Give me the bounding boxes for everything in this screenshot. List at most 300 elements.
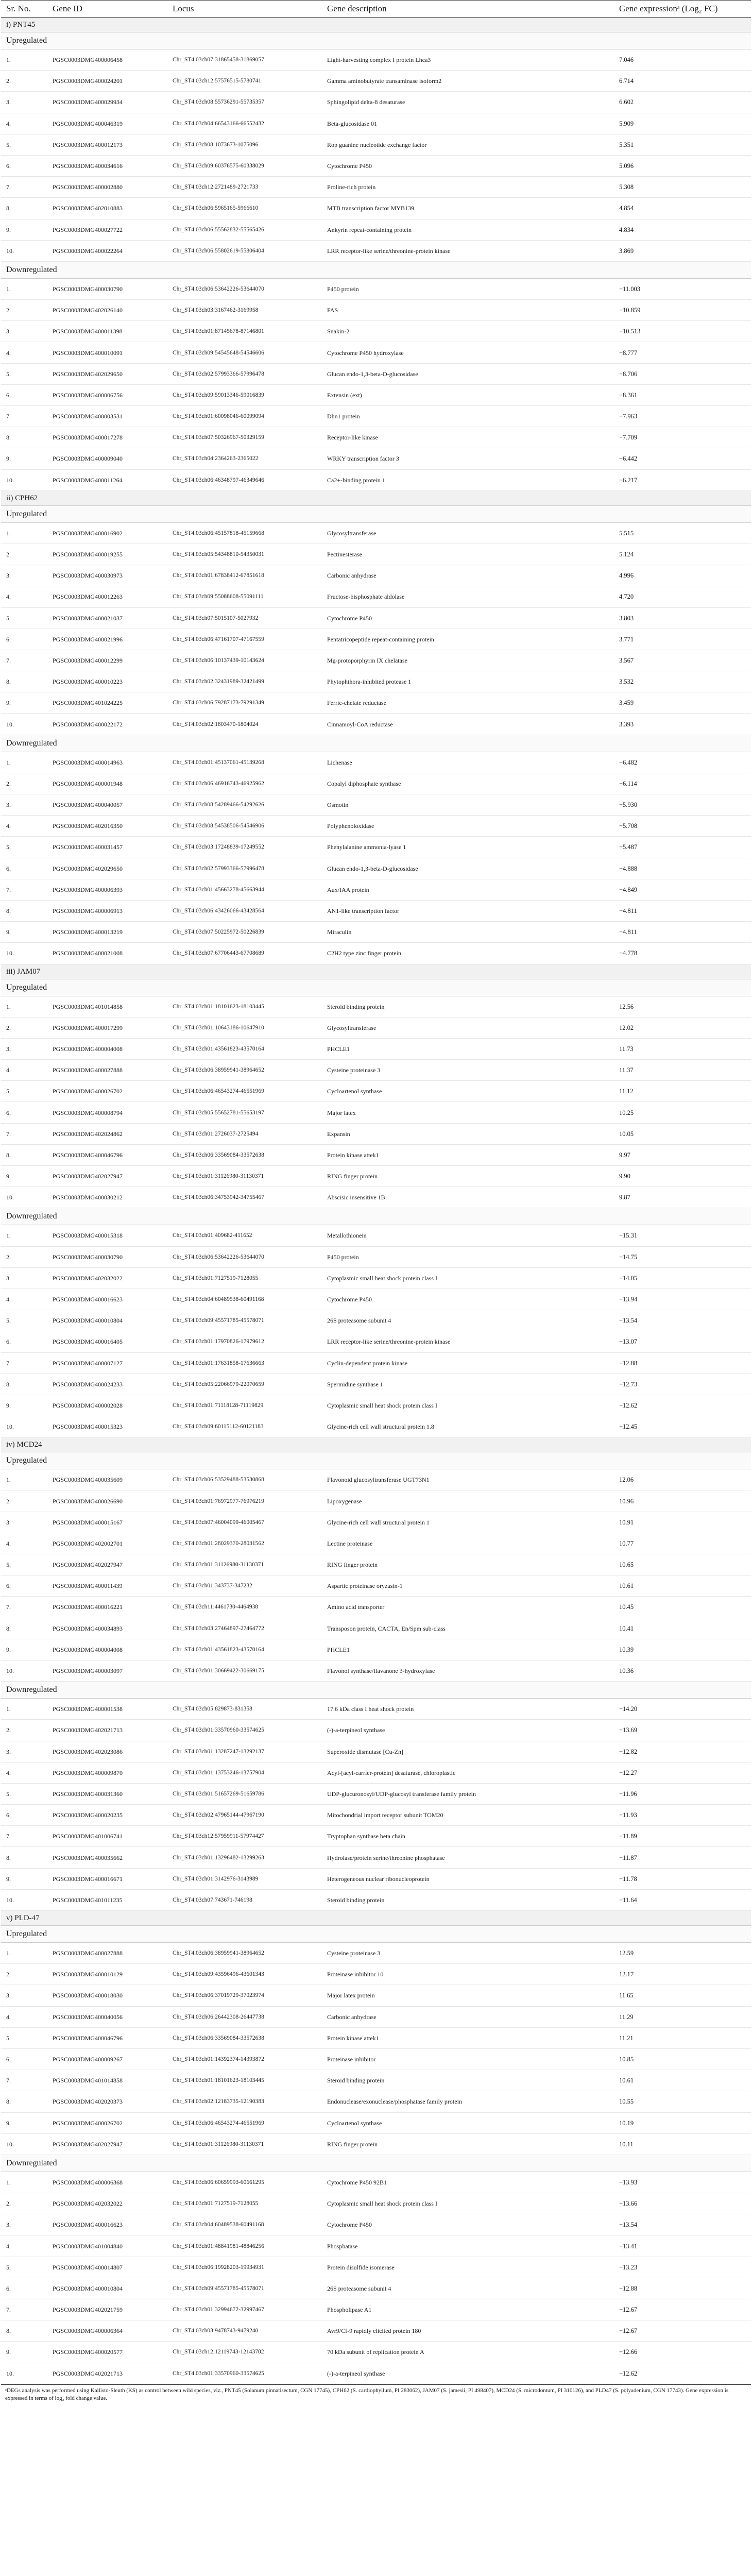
cell-locus: Chr_ST4.03ch08:54538506-54546906 — [167, 816, 322, 837]
cell-gene-id: PGSC0003DMG400015318 — [47, 1225, 167, 1246]
cell-locus: Chr_ST4.03ch02:57993366-57996478 — [167, 858, 322, 879]
cell-gene-id: PGSC0003DMG400003097 — [47, 1660, 167, 1681]
cell-locus: Chr_ST4.03ch01:17631858-17636663 — [167, 1352, 322, 1374]
cell-expression: −12.88 — [614, 1352, 751, 1374]
cell-description: Gamma aminobutyrate transaminase isoform2 — [322, 71, 614, 92]
cell-sr-no: 9. — [1, 2342, 47, 2363]
cell-locus: Chr_ST4.03ch01:17970826-17979612 — [167, 1331, 322, 1352]
cell-locus: Chr_ST4.03ch01:31126980-31130371 — [167, 1166, 322, 1187]
cell-gene-id: PGSC0003DMG400009267 — [47, 2048, 167, 2070]
cell-description: Miraculin — [322, 922, 614, 943]
cell-description: Protein kinase attek1 — [322, 1144, 614, 1165]
cell-expression: −11.64 — [614, 1889, 751, 1910]
cell-description: (-)-a-terpineol synthase — [322, 2363, 614, 2384]
regulation-group-label: Downregulated — [1, 2155, 751, 2172]
cell-locus: Chr_ST4.03ch09:60115112-60121183 — [167, 1416, 322, 1437]
cell-gene-id: PGSC0003DMG400030973 — [47, 565, 167, 586]
cell-gene-id: PGSC0003DMG400001948 — [47, 773, 167, 794]
cell-description: Light-harvesting complex I protein Lhca3 — [322, 49, 614, 71]
cell-locus: Chr_ST4.03ch01:48841981-48846256 — [167, 2235, 322, 2257]
regulation-group-label: Upregulated — [1, 1926, 751, 1943]
cell-description: Cytochrome P450 hydroxylase — [322, 342, 614, 363]
cell-gene-id: PGSC0003DMG402023086 — [47, 1741, 167, 1762]
cell-gene-id: PGSC0003DMG400006913 — [47, 900, 167, 921]
cell-expression: −13.54 — [614, 1310, 751, 1331]
cell-locus: Chr_ST4.03ch01:45663278-45663944 — [167, 879, 322, 900]
cell-sr-no: 8. — [1, 2320, 47, 2342]
cell-gene-id: PGSC0003DMG402032022 — [47, 2193, 167, 2214]
cell-sr-no: 1. — [1, 1225, 47, 1246]
cell-locus: Chr_ST4.03ch01:33570960-33574625 — [167, 1720, 322, 1741]
table-row — [1, 1416, 751, 1437]
table-row — [1, 1225, 751, 1246]
cell-description: Cytoplasmic small heat shock protein class I — [322, 2193, 614, 2214]
cell-locus: Chr_ST4.03ch01:2726037-2725494 — [167, 1123, 322, 1144]
table-row — [1, 1102, 751, 1123]
cell-gene-id: PGSC0003DMG400004008 — [47, 1639, 167, 1660]
table-footnote: ᵃDEGs analysis was performed using Kallisto-Sleuth (KS) as control between wild species, viz., PNT45 (Solanum pinnatisectum, CGN 17745), CPH62 (S. cardiophyllum, PI 283062), JAM07 (S. jamesii, PI 498407), MCD24 (S. microdontum, PI 310126), and PLD47 (S. polyadenium, CGN 17743). Gene expression is expressed in terms of log₂ fold change value. — [1, 2384, 751, 2404]
table-row — [1, 2235, 751, 2257]
cell-gene-id: PGSC0003DMG400010223 — [47, 671, 167, 692]
cell-expression: 5.308 — [614, 177, 751, 198]
cell-gene-id: PGSC0003DMG400016405 — [47, 1331, 167, 1352]
cell-locus: Chr_ST4.03ch01:343737-347232 — [167, 1575, 322, 1597]
cell-description: Rop guanine nucleotide exchange factor — [322, 134, 614, 155]
cell-gene-id: PGSC0003DMG400016623 — [47, 1289, 167, 1310]
table-row — [1, 773, 751, 794]
cell-gene-id: PGSC0003DMG400016623 — [47, 2214, 167, 2235]
cell-locus: Chr_ST4.03ch04:66543166-66552432 — [167, 113, 322, 134]
cell-sr-no: 3. — [1, 794, 47, 816]
cell-locus: Chr_ST4.03ch09:45571785-45578071 — [167, 2278, 322, 2299]
cell-locus: Chr_ST4.03ch06:55562832-55565426 — [167, 219, 322, 240]
cell-sr-no: 7. — [1, 2070, 47, 2091]
cell-expression: −11.89 — [614, 1826, 751, 1847]
cell-gene-id: PGSC0003DMG400035609 — [47, 1469, 167, 1490]
cell-expression: 4.834 — [614, 219, 751, 240]
table-row — [1, 2048, 751, 2070]
cell-gene-id: PGSC0003DMG402027947 — [47, 2133, 167, 2155]
cell-gene-id: PGSC0003DMG400011439 — [47, 1575, 167, 1597]
cell-expression: 7.046 — [614, 49, 751, 71]
cell-gene-id: PGSC0003DMG400010129 — [47, 1964, 167, 1985]
table-row — [1, 2257, 751, 2278]
cell-sr-no: 8. — [1, 1618, 47, 1639]
cell-gene-id: PGSC0003DMG400022264 — [47, 240, 167, 261]
table-row — [1, 1889, 751, 1910]
cell-expression: −12.62 — [614, 2363, 751, 2384]
cell-description: Tryptophan synthase beta chain — [322, 1826, 614, 1847]
cell-sr-no: 9. — [1, 1868, 47, 1889]
deg-table — [1, 0, 751, 2384]
table-row — [1, 1533, 751, 1554]
table-row — [1, 1352, 751, 1374]
cell-expression: 12.17 — [614, 1964, 751, 1985]
cell-gene-id: PGSC0003DMG402029650 — [47, 858, 167, 879]
cell-gene-id: PGSC0003DMG402027947 — [47, 1554, 167, 1575]
table-row — [1, 1469, 751, 1490]
cell-locus: Chr_ST4.03ch02:12183735-12190383 — [167, 2091, 322, 2112]
cell-description: Aspartic proteinase oryzasin-1 — [322, 1575, 614, 1597]
cell-expression: 10.11 — [614, 2133, 751, 2155]
cell-expression: 10.61 — [614, 1575, 751, 1597]
cell-description: Glycine-rich cell wall structural protein 1 — [322, 1512, 614, 1533]
cell-description: P450 protein — [322, 1246, 614, 1267]
table-body — [1, 18, 751, 2384]
cell-expression: −12.62 — [614, 1395, 751, 1416]
cell-description: Glycosyltransferase — [322, 1017, 614, 1038]
cell-sr-no: 5. — [1, 2257, 47, 2278]
cell-gene-id: PGSC0003DMG400017278 — [47, 427, 167, 448]
cell-sr-no: 7. — [1, 1352, 47, 1374]
cell-locus: Chr_ST4.03ch12:57576515-5780741 — [167, 71, 322, 92]
cell-expression: −8.706 — [614, 363, 751, 384]
cell-expression: −13.93 — [614, 2172, 751, 2193]
cell-description: Steroid binding protein — [322, 1889, 614, 1910]
cell-sr-no: 8. — [1, 900, 47, 921]
table-row — [1, 1847, 751, 1868]
cell-gene-id: PGSC0003DMG400030212 — [47, 1187, 167, 1208]
table-row — [1, 363, 751, 384]
cell-sr-no: 1. — [1, 1943, 47, 1964]
cell-locus: Chr_ST4.03ch06:46348797-46349646 — [167, 469, 322, 490]
cell-description: Sphingolipid delta-8 desaturase — [322, 92, 614, 113]
section-title: ii) CPH62 — [1, 490, 751, 505]
cell-locus: Chr_ST4.03ch01:32994672-32997467 — [167, 2299, 322, 2320]
cell-sr-no: 3. — [1, 92, 47, 113]
cell-locus: Chr_ST4.03ch06:10137439-10143624 — [167, 650, 322, 671]
cell-locus: Chr_ST4.03ch01:3142976-3143989 — [167, 1868, 322, 1889]
cell-sr-no: 2. — [1, 544, 47, 565]
cell-sr-no: 1. — [1, 2172, 47, 2193]
cell-expression: 11.29 — [614, 2006, 751, 2027]
cell-locus: Chr_ST4.03ch07:46004099-46005467 — [167, 1512, 322, 1533]
cell-gene-id: PGSC0003DMG400031360 — [47, 1783, 167, 1804]
cell-description: Cysteine proteinase 3 — [322, 1943, 614, 1964]
cell-locus: Chr_ST4.03ch02:57993366-57996478 — [167, 363, 322, 384]
cell-locus: Chr_ST4.03ch01:51657269-51659786 — [167, 1783, 322, 1804]
section-title: iv) MCD24 — [1, 1437, 751, 1452]
cell-locus: Chr_ST4.03ch04:2364263-2365022 — [167, 448, 322, 469]
table-row — [1, 155, 751, 176]
cell-gene-id: PGSC0003DMG400009040 — [47, 448, 167, 469]
table-row — [1, 879, 751, 900]
cell-locus: Chr_ST4.03ch12:12119743-12143702 — [167, 2342, 322, 2363]
table-row — [1, 278, 751, 299]
cell-description: Lectine proteinase — [322, 1533, 614, 1554]
cell-locus: Chr_ST4.03ch07:50225972-50226839 — [167, 922, 322, 943]
cell-sr-no: 10. — [1, 1416, 47, 1437]
cell-sr-no: 9. — [1, 448, 47, 469]
cell-gene-id: PGSC0003DMG400016902 — [47, 522, 167, 544]
cell-expression: −7.963 — [614, 406, 751, 427]
cell-expression: −11.96 — [614, 1783, 751, 1804]
table-row — [1, 1783, 751, 1804]
cell-locus: Chr_ST4.03ch07:50326967-50329159 — [167, 427, 322, 448]
cell-gene-id: PGSC0003DMG402024862 — [47, 1123, 167, 1144]
section-title-row — [1, 490, 751, 505]
cell-locus: Chr_ST4.03ch07:67706443-67708689 — [167, 943, 322, 964]
table-row — [1, 469, 751, 490]
cell-locus: Chr_ST4.03ch03:9478743-9479240 — [167, 2320, 322, 2342]
cell-sr-no: 8. — [1, 2091, 47, 2112]
cell-gene-id: PGSC0003DMG401011235 — [47, 1889, 167, 1910]
cell-sr-no: 6. — [1, 2048, 47, 2070]
cell-description: Flavonoid glucosyltransferase UGT73N1 — [322, 1469, 614, 1490]
cell-locus: Chr_ST4.03ch01:71118128-71119829 — [167, 1395, 322, 1416]
cell-description: Ferric-chelate reductase — [322, 692, 614, 714]
regulation-group-label: Upregulated — [1, 32, 751, 49]
cell-description: Phosphatase — [322, 2235, 614, 2257]
cell-sr-no: 2. — [1, 1017, 47, 1038]
table-row — [1, 1374, 751, 1395]
table-row — [1, 1267, 751, 1289]
cell-expression: 5.096 — [614, 155, 751, 176]
cell-sr-no: 2. — [1, 1490, 47, 1512]
cell-sr-no: 9. — [1, 922, 47, 943]
cell-locus: Chr_ST4.03ch06:79287173-79291349 — [167, 692, 322, 714]
table-row — [1, 752, 751, 773]
cell-gene-id: PGSC0003DMG400009870 — [47, 1762, 167, 1783]
cell-sr-no: 8. — [1, 671, 47, 692]
cell-expression: −10.859 — [614, 300, 751, 321]
cell-gene-id: PGSC0003DMG400021037 — [47, 607, 167, 629]
cell-description: Protein disulfide isomerase — [322, 2257, 614, 2278]
table-row — [1, 1618, 751, 1639]
cell-locus: Chr_ST4.03ch07:5015107-5027932 — [167, 607, 322, 629]
col-header-gene-id: Gene ID — [47, 1, 167, 18]
cell-sr-no: 7. — [1, 1826, 47, 1847]
cell-sr-no: 5. — [1, 1783, 47, 1804]
table-row — [1, 448, 751, 469]
cell-sr-no: 5. — [1, 1554, 47, 1575]
cell-gene-id: PGSC0003DMG400034893 — [47, 1618, 167, 1639]
cell-description: Steroid binding protein — [322, 996, 614, 1017]
cell-locus: Chr_ST4.03ch09:43596496-43601343 — [167, 1964, 322, 1985]
col-header-sr: Sr. No. — [1, 1, 47, 18]
cell-expression: 10.41 — [614, 1618, 751, 1639]
cell-gene-id: PGSC0003DMG400027888 — [47, 1943, 167, 1964]
cell-locus: Chr_ST4.03ch06:46916743-46925962 — [167, 773, 322, 794]
cell-locus: Chr_ST4.03ch03:27464897-27464772 — [167, 1618, 322, 1639]
cell-locus: Chr_ST4.03ch02:32431989-32421499 — [167, 671, 322, 692]
table-row — [1, 816, 751, 837]
cell-gene-id: PGSC0003DMG402021713 — [47, 1720, 167, 1741]
cell-expression: 5.909 — [614, 113, 751, 134]
table-row — [1, 1166, 751, 1187]
cell-description: Pectinesterase — [322, 544, 614, 565]
cell-description: Acyl-[acyl-carrier-protein] desaturase, chloroplastic — [322, 1762, 614, 1783]
table-row — [1, 406, 751, 427]
cell-expression: −13.94 — [614, 1289, 751, 1310]
cell-locus: Chr_ST4.03ch01:33570960-33574625 — [167, 2363, 322, 2384]
cell-gene-id: PGSC0003DMG401014858 — [47, 2070, 167, 2091]
cell-description: Cycloartenol synthase — [322, 1081, 614, 1102]
section-title-row — [1, 18, 751, 32]
cell-locus: Chr_ST4.03ch01:30669422-30669175 — [167, 1660, 322, 1681]
cell-gene-id: PGSC0003DMG402002701 — [47, 1533, 167, 1554]
cell-expression: 6.714 — [614, 71, 751, 92]
cell-description: Expansin — [322, 1123, 614, 1144]
cell-locus: Chr_ST4.03ch06:19928203-19934931 — [167, 2257, 322, 2278]
cell-description: 26S proteasome subunit 4 — [322, 2278, 614, 2299]
cell-gene-id: PGSC0003DMG400006393 — [47, 879, 167, 900]
cell-gene-id: PGSC0003DMG400016221 — [47, 1597, 167, 1618]
table-row — [1, 1331, 751, 1352]
cell-sr-no: 3. — [1, 2214, 47, 2235]
cell-gene-id: PGSC0003DMG400010804 — [47, 1310, 167, 1331]
cell-locus: Chr_ST4.03ch01:28029370-28031562 — [167, 1533, 322, 1554]
table-row — [1, 1964, 751, 1985]
cell-locus: Chr_ST4.03ch01:13287247-13292137 — [167, 1741, 322, 1762]
cell-description: Major latex protein — [322, 1985, 614, 2006]
cell-expression: 6.602 — [614, 92, 751, 113]
table-row — [1, 1985, 751, 2006]
cell-expression: 5.124 — [614, 544, 751, 565]
cell-expression: 5.351 — [614, 134, 751, 155]
cell-gene-id: PGSC0003DMG400024233 — [47, 1374, 167, 1395]
cell-expression: −11.003 — [614, 278, 751, 299]
cell-description: Phenylalanine ammonia-lyase 1 — [322, 837, 614, 858]
cell-expression: 4.996 — [614, 565, 751, 586]
cell-expression: −10.513 — [614, 321, 751, 342]
cell-sr-no: 7. — [1, 406, 47, 427]
table-row — [1, 943, 751, 964]
cell-locus: Chr_ST4.03ch01:13296482-13299263 — [167, 1847, 322, 1868]
cell-locus: Chr_ST4.03ch01:67838412-67851618 — [167, 565, 322, 586]
cell-sr-no: 1. — [1, 996, 47, 1017]
cell-locus: Chr_ST4.03ch06:34753942-34755467 — [167, 1187, 322, 1208]
cell-description: Aux/IAA protein — [322, 879, 614, 900]
table-row — [1, 1081, 751, 1102]
cell-sr-no: 8. — [1, 427, 47, 448]
cell-description: Mg-protoporphyrin IX chelatase — [322, 650, 614, 671]
table-row — [1, 321, 751, 342]
cell-description: Abscisic insensitive 1B — [322, 1187, 614, 1208]
cell-gene-id: PGSC0003DMG402021759 — [47, 2299, 167, 2320]
cell-locus: Chr_ST4.03ch06:46543274-46551969 — [167, 2112, 322, 2133]
cell-expression: −5.708 — [614, 816, 751, 837]
table-row — [1, 2070, 751, 2091]
table-row — [1, 300, 751, 321]
cell-description: LRR receptor-like serine/threonine-protein kinase — [322, 1331, 614, 1352]
cell-sr-no: 2. — [1, 1964, 47, 1985]
cell-gene-id: PGSC0003DMG402020373 — [47, 2091, 167, 2112]
section-title-row — [1, 964, 751, 979]
cell-expression: 3.567 — [614, 650, 751, 671]
cell-expression: −13.23 — [614, 2257, 751, 2278]
section-title-row — [1, 1911, 751, 1926]
group-label-row — [1, 2155, 751, 2172]
cell-sr-no: 6. — [1, 1331, 47, 1352]
cell-description: Receptor-like kinase — [322, 427, 614, 448]
cell-gene-id: PGSC0003DMG400011264 — [47, 469, 167, 490]
cell-gene-id: PGSC0003DMG402027947 — [47, 1166, 167, 1187]
table-row — [1, 177, 751, 198]
cell-description: Heterogeneous nuclear ribonucleoprotein — [322, 1868, 614, 1889]
cell-description: 17.6 kDa class I heat shock protein — [322, 1699, 614, 1720]
regulation-group-label: Downregulated — [1, 261, 751, 278]
cell-sr-no: 3. — [1, 1038, 47, 1059]
cell-description: Steroid binding protein — [322, 2070, 614, 2091]
table-row — [1, 544, 751, 565]
cell-description: Polyphenoloxidase — [322, 816, 614, 837]
cell-locus: Chr_ST4.03ch09:59013346-59016839 — [167, 384, 322, 405]
cell-sr-no: 2. — [1, 300, 47, 321]
cell-expression: 12.02 — [614, 1017, 751, 1038]
cell-sr-no: 10. — [1, 2363, 47, 2384]
cell-expression: −12.73 — [614, 1374, 751, 1395]
table-row — [1, 342, 751, 363]
section-title: v) PLD-47 — [1, 1911, 751, 1926]
cell-sr-no: 2. — [1, 773, 47, 794]
cell-sr-no: 6. — [1, 2278, 47, 2299]
cell-expression: −12.67 — [614, 2320, 751, 2342]
cell-expression: 10.45 — [614, 1597, 751, 1618]
cell-sr-no: 4. — [1, 1533, 47, 1554]
cell-description: Mitochondrial import receptor subunit TOM20 — [322, 1805, 614, 1826]
cell-gene-id: PGSC0003DMG402021713 — [47, 2363, 167, 2384]
table-row — [1, 1597, 751, 1618]
table-row — [1, 1187, 751, 1208]
cell-description: Metallothionein — [322, 1225, 614, 1246]
cell-sr-no: 8. — [1, 198, 47, 219]
col-header-locus: Locus — [167, 1, 322, 18]
table-row — [1, 692, 751, 714]
cell-locus: Chr_ST4.03ch05:829873-831358 — [167, 1699, 322, 1720]
cell-sr-no: 10. — [1, 1889, 47, 1910]
cell-gene-id: PGSC0003DMG400021008 — [47, 943, 167, 964]
cell-description: Proteinase inhibitor — [322, 2048, 614, 2070]
cell-locus: Chr_ST4.03ch09:60376575-60338029 — [167, 155, 322, 176]
cell-gene-id: PGSC0003DMG400019255 — [47, 544, 167, 565]
cell-description: Cytochrome P450 — [322, 2214, 614, 2235]
cell-expression: 10.55 — [614, 2091, 751, 2112]
table-row — [1, 92, 751, 113]
group-label-row — [1, 261, 751, 278]
cell-description: Phospholipase A1 — [322, 2299, 614, 2320]
cell-gene-id: PGSC0003DMG400011398 — [47, 321, 167, 342]
cell-sr-no: 10. — [1, 1660, 47, 1681]
cell-locus: Chr_ST4.03ch06:46543274-46551969 — [167, 1081, 322, 1102]
cell-description: P450 protein — [322, 278, 614, 299]
cell-expression: −4.849 — [614, 879, 751, 900]
table-row — [1, 1660, 751, 1681]
cell-locus: Chr_ST4.03ch11:4461730-4464938 — [167, 1597, 322, 1618]
cell-locus: Chr_ST4.03ch01:60098046-60099094 — [167, 406, 322, 427]
cell-description: Cytochrome P450 — [322, 1289, 614, 1310]
cell-description: Fructose-bisphosphate aldolase — [322, 586, 614, 607]
cell-expression: 11.65 — [614, 1985, 751, 2006]
cell-sr-no: 4. — [1, 816, 47, 837]
cell-gene-id: PGSC0003DMG400003531 — [47, 406, 167, 427]
cell-expression: 12.59 — [614, 1943, 751, 1964]
cell-gene-id: PGSC0003DMG400001538 — [47, 1699, 167, 1720]
table-row — [1, 996, 751, 1017]
cell-locus: Chr_ST4.03ch06:53529488-53530868 — [167, 1469, 322, 1490]
cell-locus: Chr_ST4.03ch01:76972977-76976219 — [167, 1490, 322, 1512]
table-row — [1, 858, 751, 879]
cell-locus: Chr_ST4.03ch06:33569084-33572638 — [167, 2027, 322, 2048]
cell-sr-no: 4. — [1, 113, 47, 134]
cell-description: Amino acid transporter — [322, 1597, 614, 1618]
cell-locus: Chr_ST4.03ch01:31126980-31130371 — [167, 2133, 322, 2155]
table-row — [1, 1246, 751, 1267]
cell-sr-no: 9. — [1, 1639, 47, 1660]
cell-gene-id: PGSC0003DMG400017299 — [47, 1017, 167, 1038]
cell-sr-no: 7. — [1, 1123, 47, 1144]
table-row — [1, 71, 751, 92]
